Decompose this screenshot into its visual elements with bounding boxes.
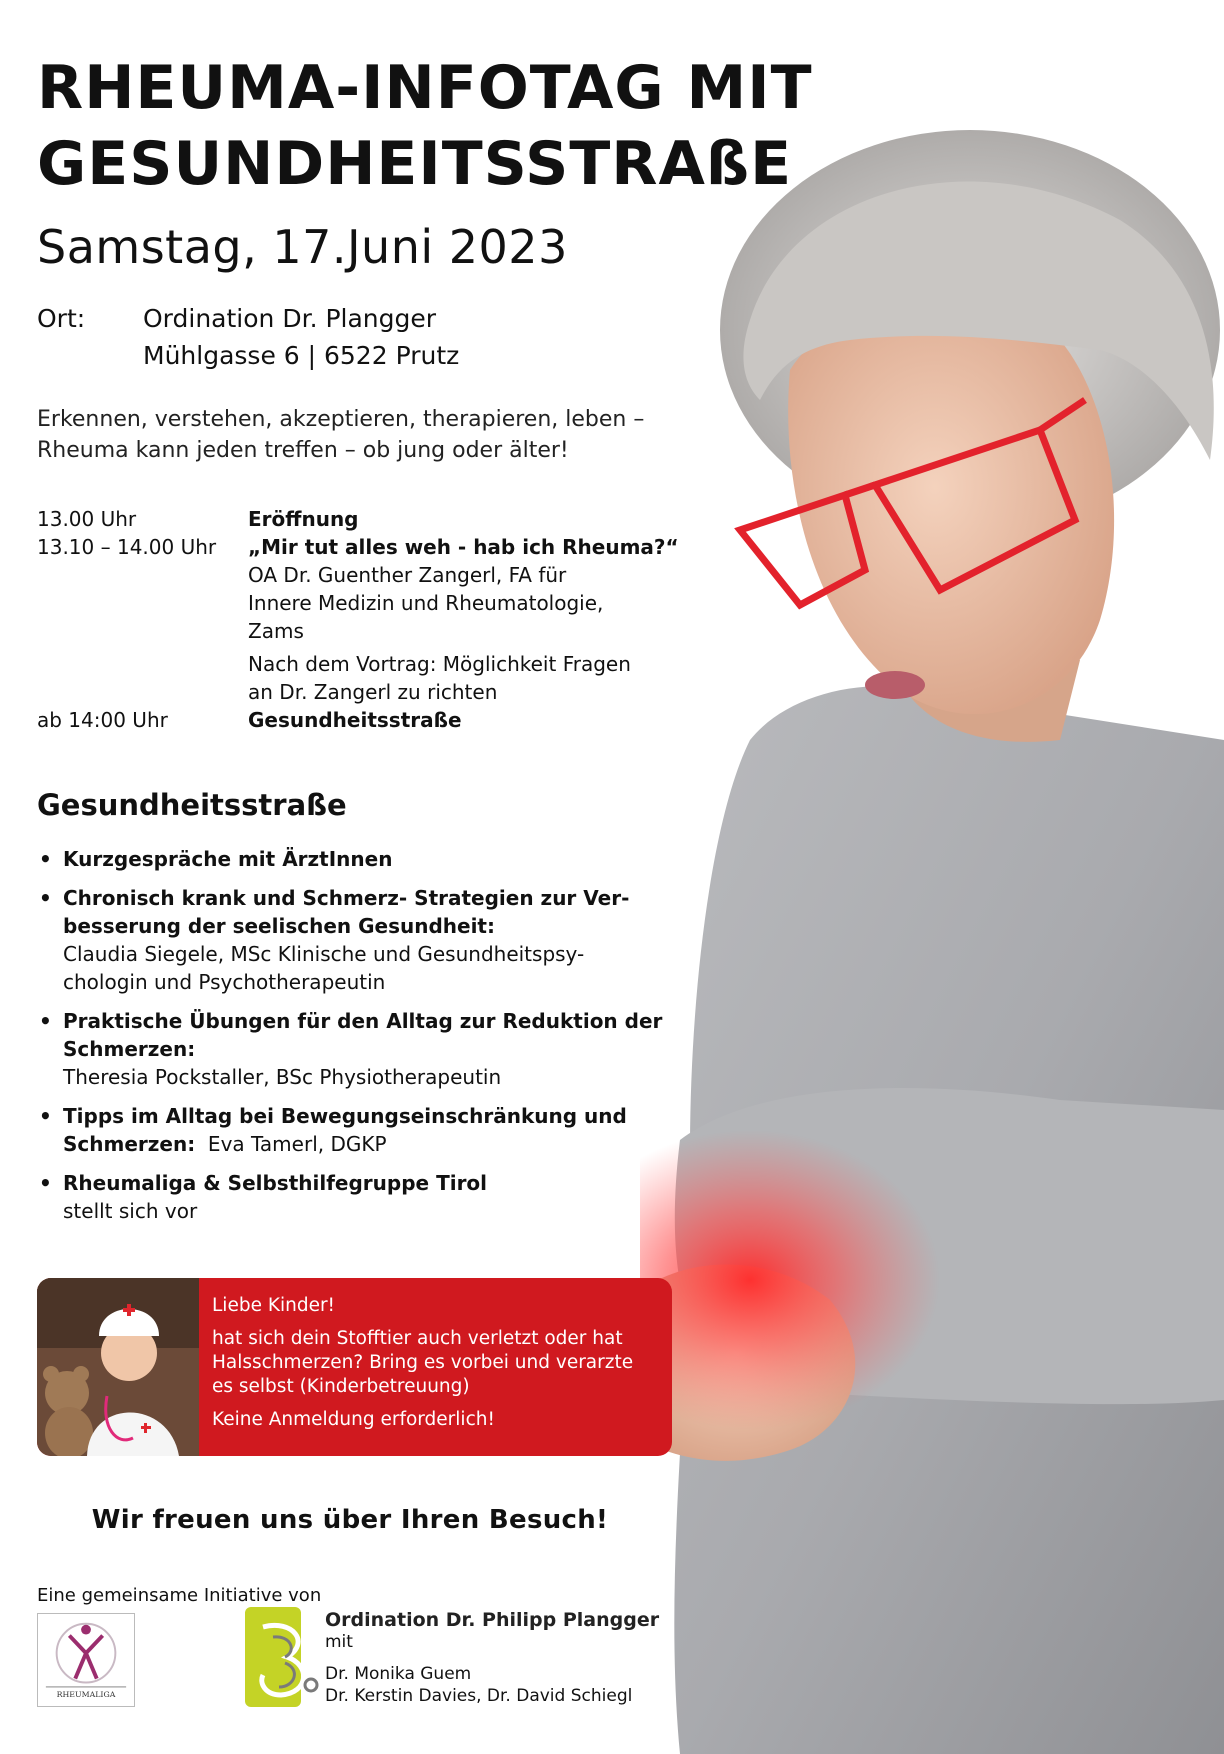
event-date: Samstag, 17.Juni 2023 xyxy=(37,220,568,274)
list-item-text: Theresia Pockstaller, BSc Physiotherapeutin xyxy=(63,1065,502,1089)
woman-elbow-pain-photo xyxy=(640,100,1224,1754)
program-list xyxy=(37,845,697,1236)
list-item-title: Schmerzen: xyxy=(63,1132,196,1156)
list-item xyxy=(37,1169,697,1225)
list-item-text: chologin und Psychotherapeutin xyxy=(63,970,386,994)
schedule-item xyxy=(37,505,697,533)
practice-name: Ordination Dr. Philipp Plangger xyxy=(325,1609,660,1631)
intro-line-2: Rheuma kann jeden treffen – ob jung oder älter! xyxy=(37,438,569,463)
title-line-2: GESUNDHEITSSTRAßE xyxy=(37,129,793,199)
list-item-title: • Tipps im Alltag bei Bewegungseinschränkung und xyxy=(63,1104,627,1128)
welcome-message: Wir freuen uns über Ihren Besuch! xyxy=(91,1505,609,1535)
list-item-title: Schmerzen: xyxy=(63,1037,196,1061)
schedule-title: Gesundheitsstraße xyxy=(248,708,462,732)
rheumaliga-logo-icon xyxy=(37,1613,135,1707)
kids-body xyxy=(212,1327,633,1399)
list-item xyxy=(37,884,697,996)
plangger-logo-icon xyxy=(245,1607,321,1707)
list-item-title: • Kurzgespräche mit ÄrztInnen xyxy=(63,847,393,871)
svg-text:RHEUMALIGA: RHEUMALIGA xyxy=(56,1690,116,1700)
list-item-title: • Chronisch krank und Schmerz- Strategien zur Ver- xyxy=(63,886,630,910)
list-item-text: stellt sich vor xyxy=(63,1199,198,1223)
initiative-label: Eine gemeinsame Initiative von xyxy=(37,1585,322,1606)
schedule-title: „Mir tut alles weh - hab ich Rheuma?“ xyxy=(248,535,679,559)
kids-greeting: Liebe Kinder! xyxy=(212,1295,335,1316)
list-item xyxy=(37,1007,697,1091)
schedule-time: 13.10 – 14.00 Uhr xyxy=(37,535,217,559)
location-label: Ort: xyxy=(37,304,86,333)
list-item-text: Eva Tamerl, DGKP xyxy=(195,1132,387,1156)
schedule-time: 13.00 Uhr xyxy=(37,507,137,531)
doctors-line: Dr. Monika Guem xyxy=(325,1664,472,1684)
page-title xyxy=(37,50,857,202)
title-line-1: RHEUMA-INFOTAG MIT xyxy=(37,53,813,123)
schedule-item xyxy=(37,706,697,734)
intro-line-1: Erkennen, verstehen, akzeptieren, therapieren, leben – xyxy=(37,407,645,432)
schedule-note: Nach dem Vortrag: Möglichkeit Fragen xyxy=(248,652,631,676)
kids-body-line: hat sich dein Stofftier auch verletzt oder hat xyxy=(212,1328,623,1349)
list-item-title: • Praktische Übungen für den Alltag zur Reduktion der xyxy=(63,1009,663,1033)
list-item xyxy=(37,1102,697,1158)
practice-block xyxy=(325,1609,659,1707)
kids-info-box xyxy=(37,1278,672,1456)
kids-body-line: Halsschmerzen? Bring es vorbei und verarzte xyxy=(212,1352,634,1373)
location-line-1: Ordination Dr. Plangger xyxy=(143,304,437,333)
schedule-speaker: Zams xyxy=(248,619,304,643)
schedule-speaker: OA Dr. Guenther Zangerl, FA für xyxy=(248,563,567,587)
location-line-2: Mühlgasse 6 | 6522 Prutz xyxy=(143,341,460,370)
child-doctor-photo xyxy=(37,1278,199,1456)
schedule xyxy=(37,505,697,734)
list-item-text: Claudia Siegele, MSc Klinische und Gesundheitspsy- xyxy=(63,942,585,966)
schedule-speaker: Innere Medizin und Rheumatologie, xyxy=(248,591,604,615)
schedule-time: ab 14:00 Uhr xyxy=(37,708,168,732)
list-item-title: besserung der seelischen Gesundheit: xyxy=(63,914,495,938)
list-item-title: • Rheumaliga & Selbsthilfegruppe Tirol xyxy=(63,1171,488,1195)
list-item xyxy=(37,845,697,873)
kids-body-line: es selbst (Kinderbetreuung) xyxy=(212,1376,470,1397)
practice-with: mit xyxy=(325,1632,353,1652)
doctors-line: Dr. Kerstin Davies, Dr. David Schiegl xyxy=(325,1686,633,1706)
section-heading: Gesundheitsstraße xyxy=(37,788,347,822)
intro-text xyxy=(37,404,717,466)
schedule-title: Eröffnung xyxy=(248,507,359,531)
schedule-item xyxy=(37,533,697,706)
kids-note: Keine Anmeldung erforderlich! xyxy=(212,1409,495,1430)
schedule-note: an Dr. Zangerl zu richten xyxy=(248,680,498,704)
